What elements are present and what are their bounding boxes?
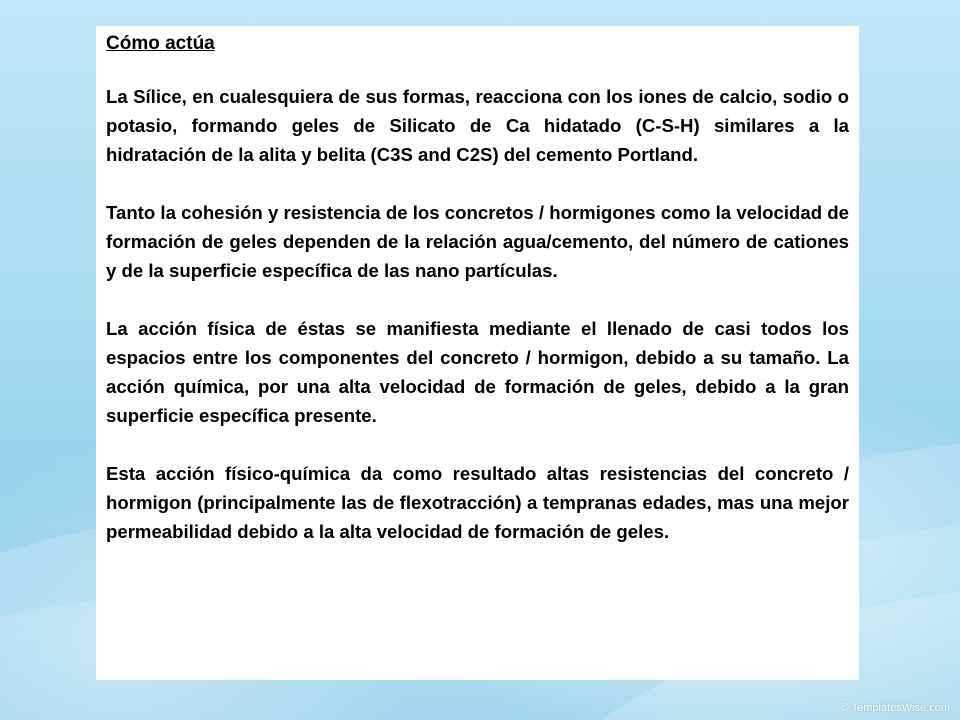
paragraph-silica-reaction: La Sílice, en cualesquiera de sus formas, reacciona con los iones de calcio, sodio o potasio, formando geles de Silicato de Ca hidatado (C-S-H) similares a la hidratación de la alita y belita (C3S and C2S) del cemento Portland. [106, 86, 849, 165]
content-panel [96, 26, 859, 680]
paragraph-physical-action: La acción física de éstas se manifiesta mediante el llenado de casi todos los espacios entre los componentes del concreto / hormigon, debido a su tamaño. La acción química, por una alta velocidad de formación de geles, debido a la gran superficie específica presente. [106, 318, 849, 426]
paragraph-cohesion: Tanto la cohesión y resistencia de los concretos / hormigones como la velocidad de formación de geles dependen de la relación agua/cemento, del número de cationes y de la superficie específica de las nano partículas. [106, 202, 849, 281]
watermark: © TemplatesWise.com [840, 702, 950, 714]
paragraph-physico-chemical: Esta acción físico-química da como resultado altas resistencias del concreto / hormigon (principalmente las de flexotracción) a tempranas edades, mas una mejor permeabilidad debido a la alta velocidad de formación de geles. [106, 463, 849, 542]
slide-heading: Cómo actúa [106, 33, 215, 54]
